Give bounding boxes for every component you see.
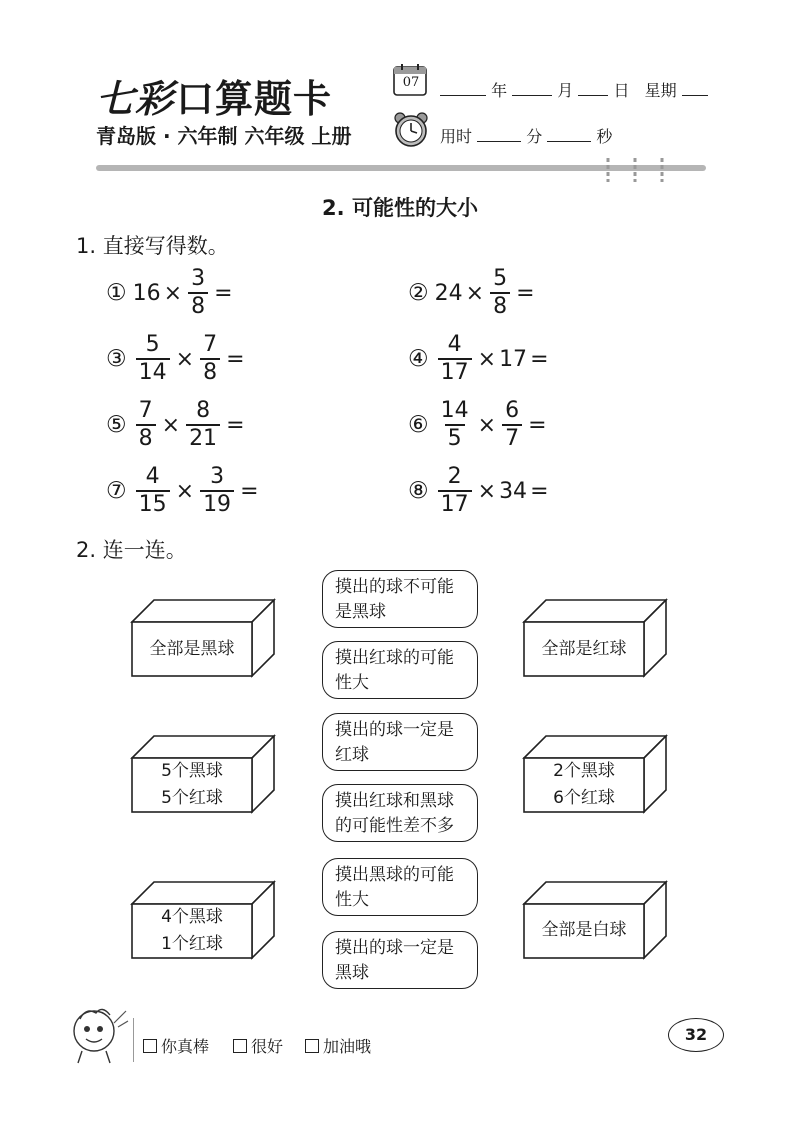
numerator: 2 — [447, 464, 462, 489]
fraction — [136, 466, 170, 516]
problem-8 — [408, 466, 552, 516]
problem-2 — [408, 268, 538, 318]
statement-3[interactable] — [322, 713, 478, 771]
fraction — [200, 466, 234, 516]
fraction — [490, 268, 510, 318]
month-label: 月 — [557, 81, 574, 100]
ball-box-right-2-label — [524, 758, 644, 812]
problem-7 — [106, 466, 262, 516]
times-sign: × — [477, 346, 497, 372]
box-line-1: 4个黑球 — [161, 907, 223, 927]
statement-4[interactable] — [322, 784, 478, 842]
box-line-1: 全部是红球 — [541, 638, 627, 659]
edition-label: 青岛版 · 六年制 六年级 上册 — [96, 124, 352, 148]
box-line-1: 全部是白球 — [541, 919, 627, 940]
fraction — [200, 334, 220, 384]
time-label: 用时 — [440, 127, 473, 146]
denominator: 21 — [186, 424, 220, 450]
equals-sign: = — [516, 280, 535, 306]
time-fields — [440, 124, 612, 147]
statement-5[interactable] — [322, 858, 478, 916]
problem-number: ⑧ — [408, 478, 429, 504]
question-1-heading: 1. 直接写得数。 — [76, 234, 229, 258]
fraction — [438, 334, 472, 384]
alarm-clock-icon — [392, 110, 430, 148]
problem-4 — [408, 334, 552, 384]
denominator: 8 — [136, 424, 156, 450]
numerator: 5 — [145, 332, 160, 357]
numerator: 6 — [505, 398, 520, 423]
times-sign: × — [175, 346, 195, 372]
times-sign: × — [477, 478, 497, 504]
footer-divider — [133, 1018, 134, 1062]
problem-number: ⑤ — [106, 412, 127, 438]
ball-box-left-1-label — [132, 623, 252, 675]
box-line-1: 2个黑球 — [553, 761, 615, 781]
statement-line-1: 摸出的球一定是 — [335, 938, 454, 958]
numerator: 3 — [191, 266, 206, 291]
fraction — [438, 400, 472, 450]
rating-label: 很好 — [251, 1037, 284, 1056]
month-blank[interactable] — [512, 81, 552, 96]
box-line-1: 5个黑球 — [161, 761, 223, 781]
week-blank[interactable] — [682, 81, 708, 96]
fraction — [136, 400, 156, 450]
seconds-label: 秒 — [596, 127, 613, 146]
statement-line-2: 性大 — [335, 890, 369, 910]
problem-3 — [106, 334, 248, 384]
date-fields — [440, 78, 708, 101]
denominator: 8 — [188, 292, 208, 318]
denominator: 15 — [136, 490, 170, 516]
binder-ring-icon — [660, 158, 664, 182]
problem-6 — [408, 400, 550, 450]
year-label: 年 — [491, 81, 508, 100]
operand: 16 — [132, 280, 161, 306]
brand-logo — [96, 68, 332, 123]
question-2-heading: 2. 连一连。 — [76, 538, 187, 562]
binder-ring-icon — [633, 158, 637, 182]
fraction — [438, 466, 472, 516]
ball-box-right-1-label — [524, 623, 644, 675]
rating-label: 加油哦 — [323, 1037, 372, 1056]
problem-number: ⑥ — [408, 412, 429, 438]
year-blank[interactable] — [440, 81, 486, 96]
numerator: 4 — [145, 464, 160, 489]
checkbox[interactable] — [233, 1039, 247, 1053]
numerator: 14 — [440, 398, 469, 423]
times-sign: × — [477, 412, 497, 438]
problem-number: ⑦ — [106, 478, 127, 504]
denominator: 19 — [200, 490, 234, 516]
times-sign: × — [465, 280, 485, 306]
numerator: 7 — [138, 398, 153, 423]
denominator: 14 — [136, 358, 170, 384]
statement-2[interactable] — [322, 641, 478, 699]
rating-label: 你真棒 — [161, 1037, 210, 1056]
times-sign: × — [163, 280, 183, 306]
minutes-blank[interactable] — [477, 127, 521, 142]
problem-5 — [106, 400, 248, 450]
fraction — [136, 334, 170, 384]
problem-number: ④ — [408, 346, 429, 372]
header-divider — [96, 165, 706, 171]
brand-title: 口算题卡 — [176, 76, 333, 121]
numerator: 8 — [196, 398, 211, 423]
checkbox[interactable] — [305, 1039, 319, 1053]
calendar-number: 07 — [402, 75, 420, 90]
box-line-1: 全部是黑球 — [149, 638, 235, 659]
operand: 17 — [499, 346, 528, 372]
brand-mark: 七彩 — [96, 76, 175, 121]
seconds-blank[interactable] — [547, 127, 591, 142]
rating-option-3[interactable] — [305, 1034, 371, 1057]
times-sign: × — [161, 412, 181, 438]
equals-sign: = — [530, 478, 549, 504]
fraction — [502, 400, 522, 450]
problem-number: ② — [408, 280, 429, 306]
denominator: 8 — [490, 292, 510, 318]
statement-line-1: 摸出黑球的可能 — [335, 865, 454, 885]
box-line-2: 6个红球 — [553, 788, 615, 808]
statement-line-1: 摸出的球一定是 — [335, 720, 454, 740]
binder-ring-icon — [606, 158, 610, 182]
statement-line-1: 摸出红球和黑球 — [335, 791, 454, 811]
numerator: 7 — [203, 332, 218, 357]
denominator: 8 — [200, 358, 220, 384]
denominator: 17 — [438, 490, 472, 516]
day-blank[interactable] — [578, 81, 608, 96]
ball-box-left-3-label — [132, 904, 252, 958]
operand: 24 — [434, 280, 463, 306]
statement-line-2: 的可能性差不多 — [335, 816, 454, 836]
statement-6[interactable] — [322, 931, 478, 989]
statement-line-2: 黑球 — [335, 963, 369, 983]
ball-box-left-2-label — [132, 758, 252, 812]
page-number: 32 — [668, 1018, 724, 1052]
rating-option-1[interactable] — [143, 1034, 209, 1057]
ball-box-right-3-label — [524, 904, 644, 956]
numerator: 5 — [493, 266, 508, 291]
problem-1 — [106, 268, 236, 318]
equals-sign: = — [528, 412, 547, 438]
denominator: 7 — [502, 424, 522, 450]
rating-option-2[interactable] — [233, 1034, 283, 1057]
equals-sign: = — [240, 478, 259, 504]
equals-sign: = — [226, 346, 245, 372]
numerator: 4 — [447, 332, 462, 357]
times-sign: × — [175, 478, 195, 504]
equals-sign: = — [530, 346, 549, 372]
equals-sign: = — [214, 280, 233, 306]
statement-line-1: 摸出红球的可能 — [335, 648, 454, 668]
problem-number: ① — [106, 280, 127, 306]
week-label: 星期 — [644, 81, 677, 100]
statement-line-2: 是黑球 — [335, 602, 386, 622]
statement-line-2: 红球 — [335, 745, 369, 765]
statement-line-1: 摸出的球不可能 — [335, 577, 454, 597]
problem-number: ③ — [106, 346, 127, 372]
statement-1[interactable] — [322, 570, 478, 628]
operand: 34 — [499, 478, 528, 504]
denominator: 17 — [438, 358, 472, 384]
minutes-label: 分 — [526, 127, 543, 146]
fraction — [188, 268, 208, 318]
denominator: 5 — [445, 424, 465, 450]
mascot-icon — [66, 1003, 132, 1067]
fraction — [186, 400, 220, 450]
numerator: 3 — [210, 464, 225, 489]
section-title: 2. 可能性的大小 — [322, 196, 478, 220]
statement-line-2: 性大 — [335, 673, 369, 693]
box-line-2: 1个红球 — [161, 934, 223, 954]
checkbox[interactable] — [143, 1039, 157, 1053]
box-line-2: 5个红球 — [161, 788, 223, 808]
equals-sign: = — [226, 412, 245, 438]
day-label: 日 — [613, 81, 630, 100]
